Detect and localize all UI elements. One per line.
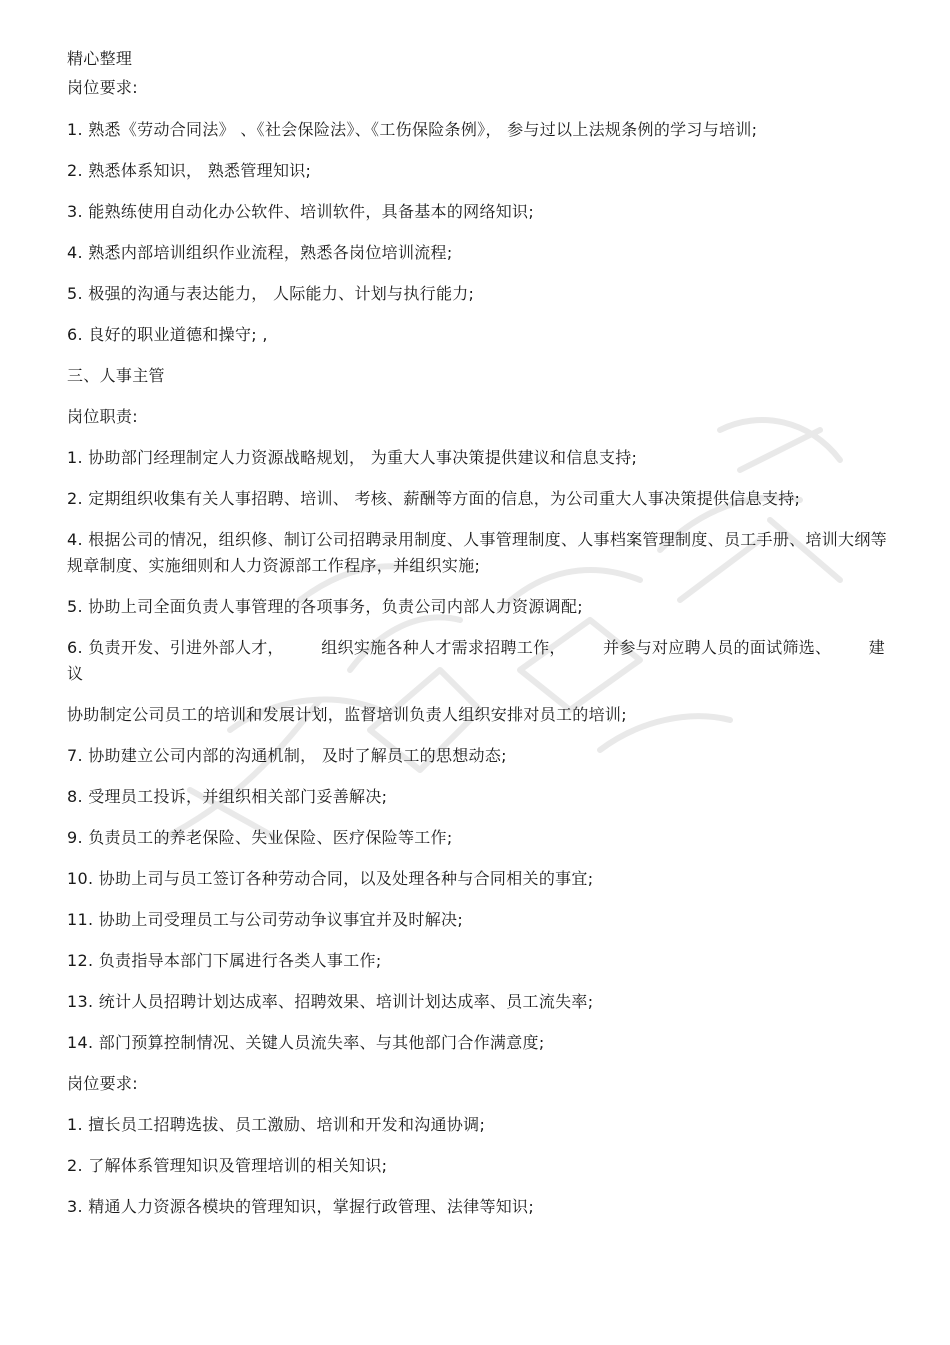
duty-item-11: 11. 协助上司受理员工与公司劳动争议事宜并及时解决; [67, 910, 464, 929]
duty-item-6 [67, 635, 885, 661]
duty-item-12: 12. 负责指导本部门下属进行各类人事工作; [67, 951, 382, 970]
duty-item-14: 14. 部门预算控制情况、关键人员流失率、与其他部门合作满意度; [67, 1033, 545, 1052]
page-header: 精心整理 [67, 49, 133, 68]
duty-item-10: 10. 协助上司与员工签订各种劳动合同，以及处理各种与合同相关的事宜; [67, 869, 594, 888]
duties-heading: 岗位职责: [67, 407, 138, 426]
req2-item-1: 1. 擅长员工招聘选拔、员工激励、培训和开发和沟通协调; [67, 1115, 486, 1134]
duty-item-6-part-1: 6. 负责开发、引进外部人才， [67, 638, 284, 657]
duty-item-1: 1. 协助部门经理制定人力资源战略规划， 为重大人事决策提供建议和信息支持; [67, 448, 638, 467]
req-item-6: 6. 良好的职业道德和操守; , [67, 325, 268, 344]
duty-item-2: 2. 定期组织收集有关人事招聘、培训、 考核、薪酬等方面的信息，为公司重大人事决策提供信息支持; [67, 489, 801, 508]
duty-item-9: 9. 负责员工的养老保险、失业保险、医疗保险等工作; [67, 828, 453, 847]
req-item-2: 2. 熟悉体系知识， 熟悉管理知识; [67, 161, 312, 180]
duty-item-13: 13. 统计人员招聘计划达成率、招聘效果、培训计划达成率、员工流失率; [67, 992, 594, 1011]
duty-item-7: 7. 协助建立公司内部的沟通机制， 及时了解员工的思想动态; [67, 746, 507, 765]
duty-item-6-part-4: 建 [868, 638, 885, 657]
duty-item-8: 8. 受理员工投诉，并组织相关部门妥善解决; [67, 787, 388, 806]
req2-item-2: 2. 了解体系管理知识及管理培训的相关知识; [67, 1156, 388, 1175]
section-title: 三、人事主管 [67, 366, 165, 385]
req-item-1: 1. 熟悉《劳动合同法》 、《社会保险法》、《工伤保险条例》， 参与过以上法规条例的学习与培训; [67, 120, 758, 139]
document-body [67, 46, 887, 1220]
duty-item-6-tail: 议 [67, 664, 84, 683]
duty-item-6-part-3: 并参与对应聘人员的面试筛选、 [603, 638, 832, 657]
req2-item-3: 3. 精通人力资源各模块的管理知识，掌握行政管理、法律等知识; [67, 1197, 535, 1216]
requirements-heading-2: 岗位要求: [67, 1074, 138, 1093]
req-item-5: 5. 极强的沟通与表达能力， 人际能力、计划与执行能力; [67, 284, 475, 303]
duty-item-5: 5. 协助上司全面负责人事管理的各项事务，负责公司内部人力资源调配; [67, 597, 583, 616]
req-item-3: 3. 能熟练使用自动化办公软件、培训软件，具备基本的网络知识; [67, 202, 535, 221]
duty-item-6-continued: 协助制定公司员工的培训和发展计划，监督培训负责人组织安排对员工的培训; [67, 705, 627, 724]
req-item-4: 4. 熟悉内部培训组织作业流程，熟悉各岗位培训流程; [67, 243, 453, 262]
duty-item-6-part-2: 组织实施各种人才需求招聘工作， [321, 638, 566, 657]
requirements-heading-1: 岗位要求: [67, 78, 138, 97]
duty-item-4: 4. 根据公司的情况，组织修、制订公司招聘录用制度、人事管理制度、人事档案管理制度、员工手册、培训大纲等规章制度、实施细则和人力资源部工作程序，并组织实施; [67, 530, 887, 575]
